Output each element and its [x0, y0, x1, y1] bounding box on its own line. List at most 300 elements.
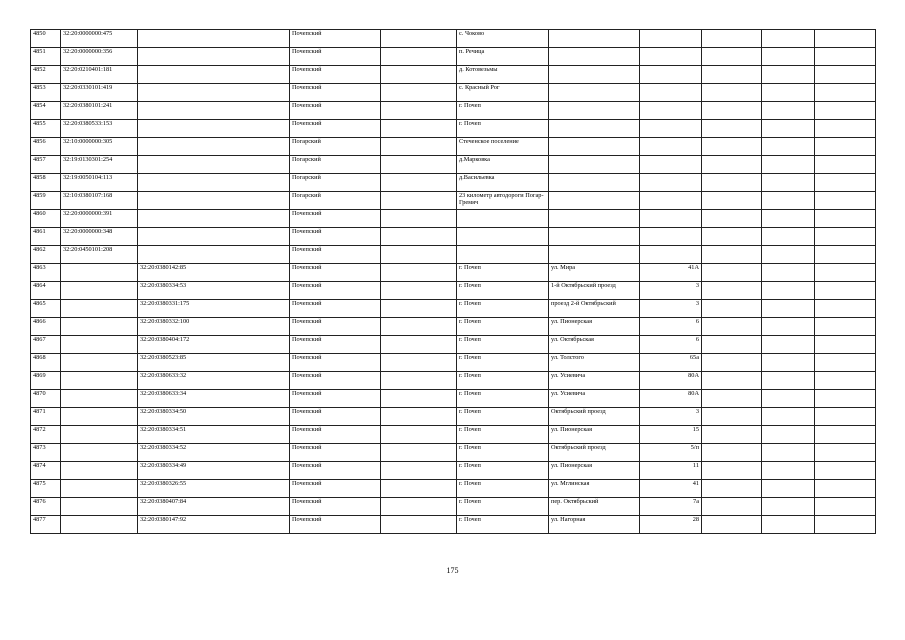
cell-column-10 [762, 246, 815, 264]
cell-column-10 [762, 84, 815, 102]
cell-district: Погарский [290, 156, 381, 174]
cell-cadastral-number-1 [61, 354, 138, 372]
cell-house-number: 3 [640, 408, 702, 426]
cell-column-11 [815, 444, 876, 462]
cell-district: Почепский [290, 498, 381, 516]
cell-district: Почепский [290, 390, 381, 408]
table-row [31, 246, 876, 264]
cell-settlement: п. Речица [457, 48, 549, 66]
cell-column-10 [762, 48, 815, 66]
cell-district: Почепский [290, 210, 381, 228]
table-row [31, 156, 876, 174]
cell-cadastral-number-2 [138, 30, 290, 48]
cell-column-11 [815, 336, 876, 354]
cell-column-10 [762, 156, 815, 174]
cell-column-9 [702, 192, 762, 210]
cell-settlement [457, 210, 549, 228]
cell-column-11 [815, 426, 876, 444]
cell-column-9 [702, 210, 762, 228]
page-number: 175 [446, 566, 459, 575]
cell-cadastral-number-1 [61, 372, 138, 390]
cell-house-number [640, 66, 702, 84]
table-row [31, 390, 876, 408]
cell-column-10 [762, 372, 815, 390]
cell-row-number: 4876 [31, 498, 61, 516]
cell-street: ул. Толстого [549, 354, 640, 372]
cell-cadastral-number-2: 32:20:0380404:172 [138, 336, 290, 354]
cell-settlement: 23 километр автодороги Погар-Гремяч [457, 192, 549, 210]
cell-column-5 [381, 462, 457, 480]
cell-column-9 [702, 498, 762, 516]
cell-district: Почепский [290, 228, 381, 246]
cell-street [549, 102, 640, 120]
cell-column-11 [815, 354, 876, 372]
cell-cadastral-number-1: 32:20:0450101:208 [61, 246, 138, 264]
cell-row-number: 4853 [31, 84, 61, 102]
cell-column-9 [702, 318, 762, 336]
cell-cadastral-number-2: 32:20:0380332:100 [138, 318, 290, 336]
cell-cadastral-number-2 [138, 174, 290, 192]
cell-column-5 [381, 228, 457, 246]
cell-column-11 [815, 390, 876, 408]
cell-cadastral-number-2 [138, 138, 290, 156]
cell-street [549, 48, 640, 66]
cell-district: Почепский [290, 336, 381, 354]
cell-house-number [640, 30, 702, 48]
cell-street: проезд 2-й Октябрьский [549, 300, 640, 318]
cell-settlement: г. Почеп [457, 426, 549, 444]
cell-cadastral-number-1: 32:20:0000000:475 [61, 30, 138, 48]
cell-column-5 [381, 174, 457, 192]
cell-column-11 [815, 30, 876, 48]
cell-district: Почепский [290, 102, 381, 120]
cell-cadastral-number-1: 32:20:0000000:356 [61, 48, 138, 66]
cell-settlement: г. Почеп [457, 462, 549, 480]
cell-house-number [640, 192, 702, 210]
cell-column-9 [702, 354, 762, 372]
cell-street: ул. Октябрьская [549, 336, 640, 354]
cell-column-10 [762, 300, 815, 318]
cell-cadastral-number-2 [138, 102, 290, 120]
cell-column-11 [815, 210, 876, 228]
cell-column-11 [815, 102, 876, 120]
cell-cadastral-number-1: 32:20:0210401:181 [61, 66, 138, 84]
cell-column-5 [381, 210, 457, 228]
cell-cadastral-number-1 [61, 390, 138, 408]
cell-row-number: 4852 [31, 66, 61, 84]
cell-column-9 [702, 138, 762, 156]
cell-settlement: Стеченское поселение [457, 138, 549, 156]
cell-street [549, 210, 640, 228]
cell-column-5 [381, 102, 457, 120]
cell-cadastral-number-1 [61, 336, 138, 354]
cell-column-9 [702, 228, 762, 246]
cell-column-10 [762, 390, 815, 408]
cell-house-number [640, 84, 702, 102]
cell-street [549, 246, 640, 264]
cell-settlement [457, 246, 549, 264]
cell-row-number: 4858 [31, 174, 61, 192]
cell-house-number [640, 48, 702, 66]
cell-settlement: г. Почеп [457, 444, 549, 462]
cell-row-number: 4857 [31, 156, 61, 174]
cell-district: Почепский [290, 444, 381, 462]
cell-column-5 [381, 264, 457, 282]
cell-column-9 [702, 120, 762, 138]
cell-column-10 [762, 462, 815, 480]
cell-street [549, 120, 640, 138]
cell-row-number: 4864 [31, 282, 61, 300]
table-row [31, 444, 876, 462]
cell-settlement: д. Котовезьмы [457, 66, 549, 84]
cell-settlement: г. Почеп [457, 336, 549, 354]
cell-street: пер. Октябрьский [549, 498, 640, 516]
cell-cadastral-number-2 [138, 156, 290, 174]
cell-cadastral-number-2: 32:20:0380633:32 [138, 372, 290, 390]
cell-row-number: 4863 [31, 264, 61, 282]
cell-district: Почепский [290, 300, 381, 318]
cell-cadastral-number-2: 32:20:0380142:85 [138, 264, 290, 282]
cell-house-number [640, 246, 702, 264]
cell-column-11 [815, 480, 876, 498]
cell-column-9 [702, 102, 762, 120]
cell-column-10 [762, 210, 815, 228]
cell-cadastral-number-1: 32:10:0000000:305 [61, 138, 138, 156]
cell-column-9 [702, 48, 762, 66]
cell-column-5 [381, 120, 457, 138]
cell-cadastral-number-1: 32:19:0130301:254 [61, 156, 138, 174]
cell-row-number: 4875 [31, 480, 61, 498]
register-table [30, 29, 876, 534]
cell-settlement: г. Почеп [457, 300, 549, 318]
cell-column-9 [702, 444, 762, 462]
cell-column-5 [381, 84, 457, 102]
cell-cadastral-number-2 [138, 192, 290, 210]
cell-column-11 [815, 84, 876, 102]
cell-column-9 [702, 426, 762, 444]
cell-column-10 [762, 426, 815, 444]
cell-street: ул. Мира [549, 264, 640, 282]
cell-column-9 [702, 300, 762, 318]
cell-cadastral-number-1 [61, 282, 138, 300]
cell-district: Почепский [290, 462, 381, 480]
cell-cadastral-number-2 [138, 66, 290, 84]
cell-settlement: г. Почеп [457, 408, 549, 426]
cell-row-number: 4877 [31, 516, 61, 534]
cell-settlement: г. Почеп [457, 354, 549, 372]
cell-column-9 [702, 408, 762, 426]
cell-district: Погарский [290, 192, 381, 210]
cell-cadastral-number-1: 32:10:0380107:168 [61, 192, 138, 210]
cell-settlement: г. Почеп [457, 498, 549, 516]
cell-column-11 [815, 498, 876, 516]
cell-row-number: 4871 [31, 408, 61, 426]
cell-column-11 [815, 300, 876, 318]
cell-cadastral-number-1: 32:20:0000000:391 [61, 210, 138, 228]
cell-column-5 [381, 66, 457, 84]
cell-column-9 [702, 372, 762, 390]
cell-column-9 [702, 66, 762, 84]
cell-district: Почепский [290, 426, 381, 444]
cell-column-11 [815, 138, 876, 156]
cell-column-11 [815, 318, 876, 336]
cell-street: ул. Пионерская [549, 318, 640, 336]
cell-house-number: 41 [640, 480, 702, 498]
table-row [31, 102, 876, 120]
cell-cadastral-number-1: 32:20:0380533:153 [61, 120, 138, 138]
cell-cadastral-number-2: 32:20:0380147:92 [138, 516, 290, 534]
table-row [31, 210, 876, 228]
cell-district: Почепский [290, 30, 381, 48]
cell-column-5 [381, 426, 457, 444]
cell-column-9 [702, 516, 762, 534]
cell-column-9 [702, 390, 762, 408]
cell-cadastral-number-2 [138, 210, 290, 228]
cell-column-10 [762, 138, 815, 156]
table-row [31, 84, 876, 102]
cell-house-number: 7а [640, 498, 702, 516]
cell-cadastral-number-1 [61, 480, 138, 498]
cell-column-10 [762, 264, 815, 282]
cell-district: Почепский [290, 372, 381, 390]
cell-column-5 [381, 516, 457, 534]
cell-cadastral-number-1 [61, 426, 138, 444]
cell-cadastral-number-2 [138, 246, 290, 264]
cell-district: Почепский [290, 48, 381, 66]
cell-row-number: 4861 [31, 228, 61, 246]
table-row [31, 516, 876, 534]
cell-street [549, 192, 640, 210]
cell-column-11 [815, 120, 876, 138]
cell-street [549, 66, 640, 84]
cell-cadastral-number-1: 32:20:0000000:348 [61, 228, 138, 246]
table-row [31, 48, 876, 66]
cell-column-11 [815, 282, 876, 300]
cell-cadastral-number-2: 32:20:0380334:53 [138, 282, 290, 300]
cell-column-10 [762, 444, 815, 462]
cell-row-number: 4866 [31, 318, 61, 336]
cell-cadastral-number-1: 32:20:0330101:419 [61, 84, 138, 102]
cell-street: Октябрьский проезд [549, 444, 640, 462]
cell-settlement: г. Почеп [457, 264, 549, 282]
cell-district: Погарский [290, 138, 381, 156]
table-row [31, 408, 876, 426]
cell-column-10 [762, 102, 815, 120]
cell-column-9 [702, 282, 762, 300]
cell-district: Почепский [290, 264, 381, 282]
table-row [31, 264, 876, 282]
cell-row-number: 4867 [31, 336, 61, 354]
cell-column-10 [762, 516, 815, 534]
cell-settlement [457, 228, 549, 246]
cell-cadastral-number-1 [61, 300, 138, 318]
cell-column-10 [762, 228, 815, 246]
cell-row-number: 4850 [31, 30, 61, 48]
table-row [31, 354, 876, 372]
cell-column-11 [815, 156, 876, 174]
cell-cadastral-number-2: 32:20:0380326:55 [138, 480, 290, 498]
table-row [31, 30, 876, 48]
cell-column-5 [381, 282, 457, 300]
cell-row-number: 4860 [31, 210, 61, 228]
cell-house-number: 6 [640, 336, 702, 354]
cell-column-11 [815, 66, 876, 84]
cell-street: ул. Усиевича [549, 390, 640, 408]
cell-district: Почепский [290, 246, 381, 264]
cell-row-number: 4874 [31, 462, 61, 480]
cell-house-number [640, 138, 702, 156]
cell-cadastral-number-2 [138, 84, 290, 102]
cell-column-5 [381, 138, 457, 156]
cell-row-number: 4869 [31, 372, 61, 390]
cell-district: Почепский [290, 66, 381, 84]
cell-settlement: с. Красный Рог [457, 84, 549, 102]
cell-district: Погарский [290, 174, 381, 192]
cell-cadastral-number-2: 32:20:0380334:51 [138, 426, 290, 444]
cell-cadastral-number-2: 32:20:0380407:84 [138, 498, 290, 516]
cell-cadastral-number-1 [61, 444, 138, 462]
cell-column-5 [381, 408, 457, 426]
cell-cadastral-number-1 [61, 264, 138, 282]
cell-column-5 [381, 30, 457, 48]
cell-house-number [640, 228, 702, 246]
cell-settlement: г. Почеп [457, 390, 549, 408]
table-row [31, 120, 876, 138]
cell-column-11 [815, 372, 876, 390]
cell-house-number [640, 210, 702, 228]
cell-row-number: 4851 [31, 48, 61, 66]
cell-column-5 [381, 48, 457, 66]
cell-column-5 [381, 444, 457, 462]
cell-row-number: 4865 [31, 300, 61, 318]
cell-column-9 [702, 30, 762, 48]
cell-column-11 [815, 264, 876, 282]
cell-district: Почепский [290, 480, 381, 498]
cell-street [549, 30, 640, 48]
cell-column-10 [762, 30, 815, 48]
cell-cadastral-number-1 [61, 408, 138, 426]
cell-column-5 [381, 372, 457, 390]
cell-column-5 [381, 300, 457, 318]
cell-cadastral-number-1 [61, 498, 138, 516]
cell-settlement: г. Почеп [457, 480, 549, 498]
cell-district: Почепский [290, 516, 381, 534]
cell-cadastral-number-1: 32:20:0380101:241 [61, 102, 138, 120]
cell-column-5 [381, 354, 457, 372]
cell-cadastral-number-1 [61, 516, 138, 534]
cell-house-number: 80А [640, 390, 702, 408]
cell-house-number: 80А [640, 372, 702, 390]
cell-settlement: г. Почеп [457, 120, 549, 138]
cell-column-9 [702, 480, 762, 498]
cell-cadastral-number-2 [138, 228, 290, 246]
table-row [31, 336, 876, 354]
table-row [31, 138, 876, 156]
cell-cadastral-number-2: 32:20:0380633:34 [138, 390, 290, 408]
cell-street: ул. Пионерская [549, 426, 640, 444]
cell-street: ул. Усиевича [549, 372, 640, 390]
cell-column-10 [762, 498, 815, 516]
cell-cadastral-number-2: 32:20:0380331:175 [138, 300, 290, 318]
cell-street: ул. Нагорная [549, 516, 640, 534]
cell-district: Почепский [290, 408, 381, 426]
cell-house-number: 11 [640, 462, 702, 480]
cell-column-9 [702, 336, 762, 354]
cell-house-number: 65а [640, 354, 702, 372]
cell-street [549, 174, 640, 192]
cell-column-11 [815, 246, 876, 264]
table-row [31, 300, 876, 318]
cell-house-number: 41А [640, 264, 702, 282]
table-row [31, 426, 876, 444]
cell-column-10 [762, 480, 815, 498]
cell-column-11 [815, 408, 876, 426]
cell-district: Почепский [290, 84, 381, 102]
table-row [31, 228, 876, 246]
cell-column-10 [762, 66, 815, 84]
cell-settlement: г. Почеп [457, 318, 549, 336]
cell-column-9 [702, 462, 762, 480]
cell-settlement: г. Почеп [457, 516, 549, 534]
table-row [31, 480, 876, 498]
cell-house-number: 6 [640, 318, 702, 336]
cell-column-5 [381, 156, 457, 174]
cell-cadastral-number-1 [61, 462, 138, 480]
cell-column-5 [381, 246, 457, 264]
cell-cadastral-number-2 [138, 120, 290, 138]
cell-row-number: 4873 [31, 444, 61, 462]
cell-street [549, 156, 640, 174]
cell-settlement: г. Почеп [457, 282, 549, 300]
cell-settlement: д.Марковка [457, 156, 549, 174]
table-row [31, 462, 876, 480]
cell-column-10 [762, 120, 815, 138]
cell-district: Почепский [290, 282, 381, 300]
cell-settlement: с. Чоково [457, 30, 549, 48]
cell-column-11 [815, 192, 876, 210]
cell-street [549, 138, 640, 156]
cell-house-number [640, 174, 702, 192]
cell-cadastral-number-2: 32:20:0380334:52 [138, 444, 290, 462]
cell-row-number: 4870 [31, 390, 61, 408]
cell-district: Почепский [290, 318, 381, 336]
cell-column-10 [762, 408, 815, 426]
cell-column-5 [381, 390, 457, 408]
table-row [31, 174, 876, 192]
cell-cadastral-number-2 [138, 48, 290, 66]
cell-district: Почепский [290, 120, 381, 138]
cell-column-5 [381, 192, 457, 210]
cell-street: ул. Мглинская [549, 480, 640, 498]
cell-house-number [640, 120, 702, 138]
cell-house-number: 3 [640, 300, 702, 318]
cell-column-10 [762, 192, 815, 210]
cell-column-10 [762, 282, 815, 300]
table-row [31, 66, 876, 84]
cell-column-10 [762, 336, 815, 354]
table-row [31, 192, 876, 210]
cell-street [549, 228, 640, 246]
cell-cadastral-number-2: 32:20:0380334:50 [138, 408, 290, 426]
cell-house-number [640, 156, 702, 174]
cell-column-5 [381, 336, 457, 354]
cell-cadastral-number-2: 32:20:0380523:85 [138, 354, 290, 372]
cell-column-11 [815, 228, 876, 246]
cell-cadastral-number-2: 32:20:0380334:49 [138, 462, 290, 480]
cell-row-number: 4859 [31, 192, 61, 210]
cell-row-number: 4855 [31, 120, 61, 138]
cell-column-11 [815, 516, 876, 534]
